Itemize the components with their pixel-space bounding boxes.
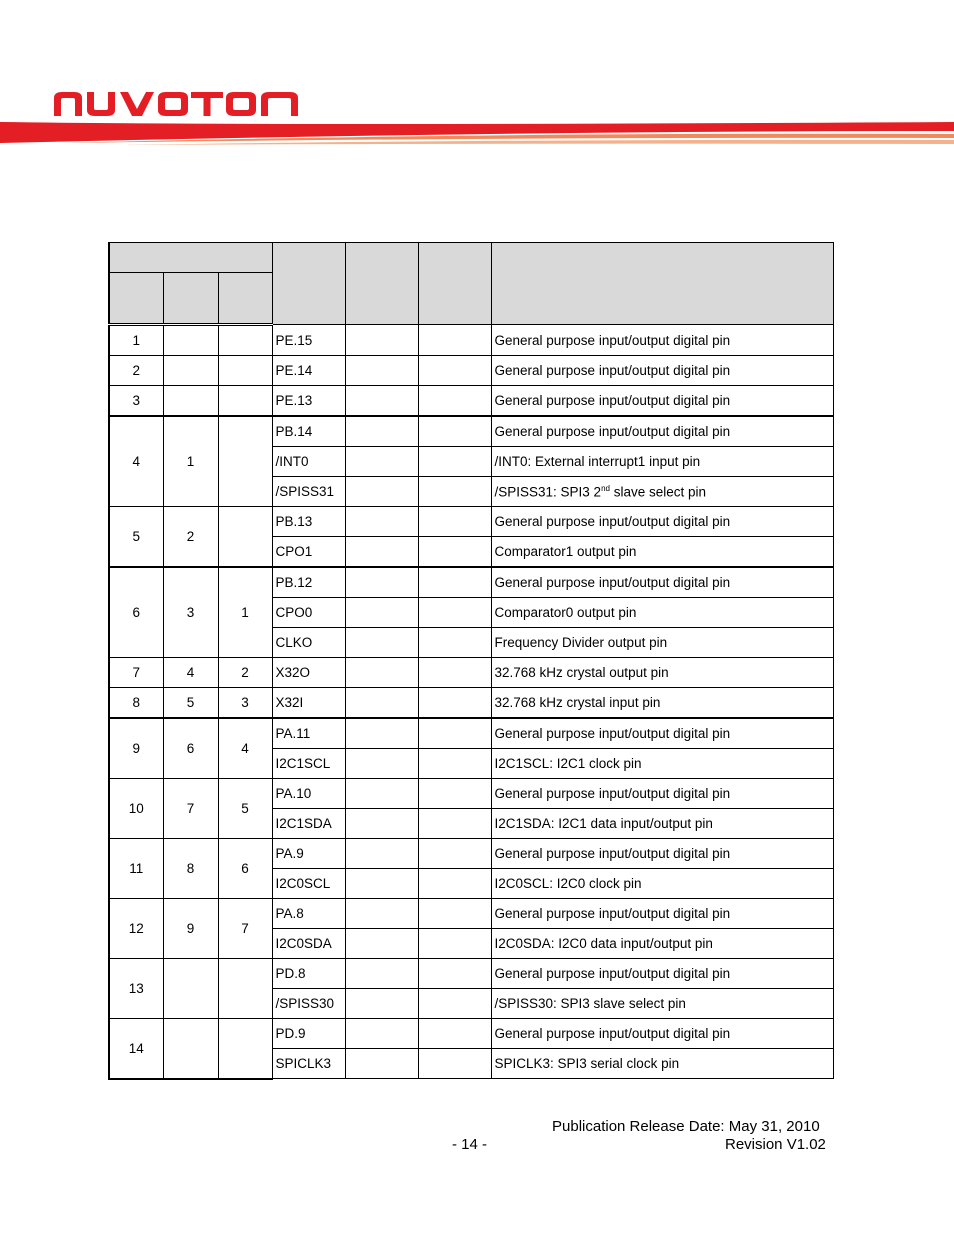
description-text: slave select pin [609,484,707,500]
empty-cell [345,658,418,688]
pin-name-cell: I2C0SCL [272,869,345,899]
pin-cell: 2 [163,507,218,568]
header-cell-pkg2 [163,273,218,325]
pin-name-cell: PE.13 [272,386,345,417]
pin-cell: 6 [109,567,163,658]
description-cell: General purpose input/output digital pin [491,356,833,386]
description-cell: Comparator1 output pin [491,537,833,568]
header-cell-type [345,243,418,325]
pin-cell: 3 [218,688,272,719]
empty-cell [345,537,418,568]
description-cell: I2C1SCL: I2C1 clock pin [491,749,833,779]
empty-cell [345,356,418,386]
pin-cell [218,959,272,1019]
table-row [109,1019,833,1049]
empty-cell [418,749,491,779]
pin-cell [218,356,272,386]
pin-name-cell: PA.9 [272,839,345,869]
pin-cell [163,386,218,417]
table-row [109,507,833,537]
description-text: /SPISS31: SPI3 2 [494,484,602,500]
pin-name-cell: /INT0 [272,447,345,477]
pin-cell: 10 [109,779,163,839]
empty-cell [345,477,418,507]
empty-cell [418,839,491,869]
empty-cell [418,809,491,839]
table-row [109,325,833,356]
pin-description-table [108,242,834,1080]
pin-name-cell: CPO1 [272,537,345,568]
empty-cell [345,598,418,628]
empty-cell [345,447,418,477]
pin-cell: 3 [163,567,218,658]
empty-cell [418,1019,491,1049]
pin-cell: 1 [163,416,218,507]
description-cell: 32.768 kHz crystal output pin [491,658,833,688]
pin-cell: 9 [163,899,218,959]
empty-cell [345,1049,418,1079]
empty-cell [418,325,491,356]
description-cell: General purpose input/output digital pin [491,325,833,356]
pin-cell: 8 [109,688,163,719]
pin-name-cell: /SPISS31 [272,477,345,507]
description-cell: General purpose input/output digital pin [491,718,833,749]
empty-cell [345,628,418,658]
empty-cell [345,416,418,447]
pin-cell: 7 [109,658,163,688]
table-header-row [109,243,833,273]
pin-cell [218,416,272,507]
page-number: - 14 - [452,1136,488,1153]
pin-cell [163,959,218,1019]
pin-cell: 11 [109,839,163,899]
empty-cell [418,628,491,658]
empty-cell [418,779,491,809]
description-cell: /INT0: External interrupt1 input pin [491,447,833,477]
description-cell: 32.768 kHz crystal input pin [491,688,833,719]
empty-cell [418,989,491,1019]
pin-cell: 4 [109,416,163,507]
pin-name-cell: X32O [272,658,345,688]
pin-name-cell: CLKO [272,628,345,658]
table-row [109,567,833,598]
empty-cell [418,899,491,929]
empty-cell [418,386,491,417]
pin-name-cell: PA.10 [272,779,345,809]
table-row [109,959,833,989]
table-row [109,386,833,417]
empty-cell [345,989,418,1019]
pin-name-cell: PD.9 [272,1019,345,1049]
header-cell-pkg3 [218,273,272,325]
pin-name-cell: CPO0 [272,598,345,628]
pin-cell [163,356,218,386]
pin-name-cell: PE.15 [272,325,345,356]
pin-cell: 5 [109,507,163,568]
description-cell: Frequency Divider output pin [491,628,833,658]
pin-cell: 8 [163,839,218,899]
pin-cell: 4 [163,658,218,688]
empty-cell [345,959,418,989]
empty-cell [345,325,418,356]
empty-cell [418,1049,491,1079]
pin-name-cell: PE.14 [272,356,345,386]
pin-cell: 14 [109,1019,163,1079]
header-cell-name [272,243,345,325]
pin-cell [218,386,272,417]
empty-cell [418,416,491,447]
pin-cell: 13 [109,959,163,1019]
pin-name-cell: I2C1SDA [272,809,345,839]
table-row [109,718,833,749]
pin-name-cell: PB.12 [272,567,345,598]
pin-cell [218,325,272,356]
empty-cell [345,1019,418,1049]
empty-cell [345,779,418,809]
pin-name-cell: PA.11 [272,718,345,749]
table-row [109,688,833,719]
table-row [109,416,833,447]
pin-cell [218,507,272,568]
description-cell: /SPISS30: SPI3 slave select pin [491,989,833,1019]
pin-cell: 4 [218,718,272,779]
empty-cell [345,688,418,719]
empty-cell [345,899,418,929]
pin-cell: 1 [218,567,272,658]
pin-name-cell: PD.8 [272,959,345,989]
pin-cell [218,1019,272,1079]
description-cell: SPICLK3: SPI3 serial clock pin [491,1049,833,1079]
pin-cell: 6 [163,718,218,779]
description-cell: General purpose input/output digital pin [491,899,833,929]
superscript-text: nd [601,483,610,493]
description-cell: I2C0SCL: I2C0 clock pin [491,869,833,899]
empty-cell [418,658,491,688]
description-cell: General purpose input/output digital pin [491,779,833,809]
table-row [109,899,833,929]
empty-cell [345,869,418,899]
description-cell: Comparator0 output pin [491,598,833,628]
empty-cell [345,507,418,537]
pin-name-cell: PB.13 [272,507,345,537]
empty-cell [345,749,418,779]
table-row [109,658,833,688]
header-cell-mode [418,243,491,325]
empty-cell [418,869,491,899]
pin-name-cell: PA.8 [272,899,345,929]
nuvoton-logo [54,92,306,116]
pin-cell [163,1019,218,1079]
release-date: Publication Release Date: May 31, 2010 [552,1118,820,1135]
pin-cell: 3 [109,386,163,417]
empty-cell [345,839,418,869]
header-cell-pkg1 [109,273,163,325]
table-row [109,839,833,869]
empty-cell [418,567,491,598]
empty-cell [418,718,491,749]
empty-cell [418,959,491,989]
pin-cell: 1 [109,325,163,356]
pin-cell: 2 [218,658,272,688]
pin-name-cell: /SPISS30 [272,989,345,1019]
pin-cell: 12 [109,899,163,959]
pin-cell [163,325,218,356]
empty-cell [345,809,418,839]
description-cell: General purpose input/output digital pin [491,507,833,537]
empty-cell [418,477,491,507]
pin-cell: 7 [163,779,218,839]
description-cell [491,477,833,507]
empty-cell [418,688,491,719]
empty-cell [345,386,418,417]
empty-cell [418,447,491,477]
empty-cell [418,356,491,386]
empty-cell [345,718,418,749]
pin-cell: 6 [218,839,272,899]
pin-cell: 5 [218,779,272,839]
description-cell: General purpose input/output digital pin [491,567,833,598]
revision: Revision V1.02 [725,1136,826,1153]
pin-cell: 2 [109,356,163,386]
table-row [109,356,833,386]
empty-cell [418,507,491,537]
pin-cell: 7 [218,899,272,959]
description-cell: I2C0SDA: I2C0 data input/output pin [491,929,833,959]
description-cell: I2C1SDA: I2C1 data input/output pin [491,809,833,839]
pin-name-cell: SPICLK3 [272,1049,345,1079]
header-cell-description [491,243,833,325]
pin-name-cell: PB.14 [272,416,345,447]
pin-cell: 9 [109,718,163,779]
table-row [109,779,833,809]
empty-cell [418,929,491,959]
empty-cell [418,598,491,628]
header-cell-pin-group [109,243,272,273]
description-cell: General purpose input/output digital pin [491,839,833,869]
description-cell: General purpose input/output digital pin [491,959,833,989]
empty-cell [345,567,418,598]
empty-cell [418,537,491,568]
empty-cell [345,929,418,959]
pin-name-cell: I2C1SCL [272,749,345,779]
pin-name-cell: I2C0SDA [272,929,345,959]
description-cell: General purpose input/output digital pin [491,416,833,447]
pin-name-cell: X32I [272,688,345,719]
description-cell: General purpose input/output digital pin [491,386,833,417]
header-band [0,116,954,146]
pin-cell: 5 [163,688,218,719]
description-cell: General purpose input/output digital pin [491,1019,833,1049]
